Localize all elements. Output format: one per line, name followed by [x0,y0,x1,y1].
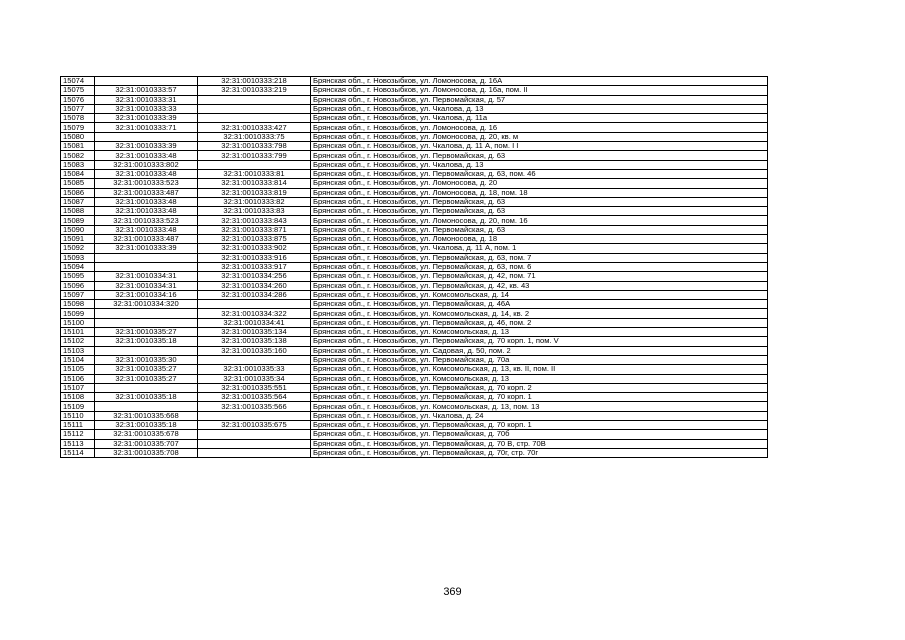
object-cadastral-number-cell: 32:31:0010334:286 [198,290,311,299]
row-number-cell: 15099 [61,309,95,318]
object-cadastral-number-cell: 32:31:0010335:134 [198,328,311,337]
table-row [61,114,768,123]
table-row [61,225,768,234]
row-number-cell: 15110 [61,411,95,420]
address-cell: Брянская обл., г. Новозыбков, ул. Первомайская, д. 42, кв. 43 [311,281,768,290]
object-cadastral-number-cell: 32:31:0010333:81 [198,169,311,178]
table-row [61,207,768,216]
row-number-cell: 15096 [61,281,95,290]
row-number-cell: 15100 [61,318,95,327]
address-cell: Брянская обл., г. Новозыбков, ул. Первомайская, д. 70 В, стр. 70В [311,439,768,448]
address-cell: Брянская обл., г. Новозыбков, ул. Комсомольская, д. 13, пом. 13 [311,402,768,411]
table-row [61,300,768,309]
row-number-cell: 15080 [61,132,95,141]
table-row [61,309,768,318]
table-row [61,281,768,290]
object-cadastral-number-cell: 32:31:0010333:83 [198,207,311,216]
row-number-cell: 15086 [61,188,95,197]
table-row [61,188,768,197]
address-cell: Брянская обл., г. Новозыбков, ул. Чкалова, д. 13 [311,160,768,169]
table-row [61,402,768,411]
row-number-cell: 15084 [61,169,95,178]
table-row [61,179,768,188]
table-row [61,104,768,113]
table-row [61,439,768,448]
object-cadastral-number-cell [198,411,311,420]
address-cell: Брянская обл., г. Новозыбков, ул. Первомайская, д. 63, пом. 7 [311,253,768,262]
address-cell: Брянская обл., г. Новозыбков, ул. Первомайская, д. 70 корп. 1 [311,420,768,429]
cadastral-number-cell: 32:31:0010335:707 [95,439,198,448]
table-row [61,272,768,281]
address-cell: Брянская обл., г. Новозыбков, ул. Комсомольская, д. 13 [311,328,768,337]
row-number-cell: 15075 [61,86,95,95]
object-cadastral-number-cell: 32:31:0010335:566 [198,402,311,411]
row-number-cell: 15113 [61,439,95,448]
object-cadastral-number-cell: 32:31:0010334:41 [198,318,311,327]
row-number-cell: 15112 [61,430,95,439]
table-row [61,318,768,327]
object-cadastral-number-cell [198,114,311,123]
address-cell: Брянская обл., г. Новозыбков, ул. Чкалова, д. 24 [311,411,768,420]
cadastral-number-cell: 32:31:0010335:30 [95,355,198,364]
cadastral-number-cell [95,318,198,327]
address-cell: Брянская обл., г. Новозыбков, ул. Ломоносова, д. 18 [311,235,768,244]
table-row [61,244,768,253]
object-cadastral-number-cell: 32:31:0010333:916 [198,253,311,262]
table-row [61,77,768,86]
row-number-cell: 15103 [61,346,95,355]
object-cadastral-number-cell: 32:31:0010334:322 [198,309,311,318]
cadastral-number-cell: 32:31:0010335:18 [95,420,198,429]
row-number-cell: 15094 [61,262,95,271]
table-row [61,123,768,132]
cadastral-number-cell [95,309,198,318]
address-cell: Брянская обл., г. Новозыбков, ул. Ломоносова, д. 16а, пом. II [311,86,768,95]
cadastral-number-cell [95,262,198,271]
object-cadastral-number-cell [198,439,311,448]
object-cadastral-number-cell: 32:31:0010333:218 [198,77,311,86]
object-cadastral-number-cell: 32:31:0010333:427 [198,123,311,132]
row-number-cell: 15108 [61,393,95,402]
cadastral-number-cell [95,346,198,355]
row-number-cell: 15095 [61,272,95,281]
cadastral-number-cell: 32:31:0010333:802 [95,160,198,169]
object-cadastral-number-cell: 32:31:0010335:160 [198,346,311,355]
object-cadastral-number-cell: 32:31:0010334:256 [198,272,311,281]
object-cadastral-number-cell: 32:31:0010333:875 [198,235,311,244]
row-number-cell: 15092 [61,244,95,253]
cadastral-number-cell: 32:31:0010333:523 [95,179,198,188]
table-row [61,235,768,244]
cadastral-number-cell: 32:31:0010333:48 [95,197,198,206]
table-row [61,411,768,420]
table-row [61,142,768,151]
table-row [61,132,768,141]
table-row [61,365,768,374]
address-cell: Брянская обл., г. Новозыбков, ул. Ломоносова, д. 16А [311,77,768,86]
table-row [61,374,768,383]
table-row [61,216,768,225]
row-number-cell: 15106 [61,374,95,383]
cadastral-number-cell: 32:31:0010333:39 [95,244,198,253]
row-number-cell: 15093 [61,253,95,262]
row-number-cell: 15104 [61,355,95,364]
cadastral-number-cell: 32:31:0010335:27 [95,365,198,374]
address-cell: Брянская обл., г. Новозыбков, ул. Первомайская, д. 42, пом. 71 [311,272,768,281]
cadastral-number-cell [95,132,198,141]
table-row [61,86,768,95]
row-number-cell: 15087 [61,197,95,206]
registry-table-body [61,77,768,458]
address-cell: Брянская обл., г. Новозыбков, ул. Чкалова, д. 13 [311,104,768,113]
object-cadastral-number-cell: 32:31:0010333:75 [198,132,311,141]
object-cadastral-number-cell: 32:31:0010333:219 [198,86,311,95]
table-row [61,355,768,364]
object-cadastral-number-cell [198,430,311,439]
address-cell: Брянская обл., г. Новозыбков, ул. Комсомольская, д. 14, кв. 2 [311,309,768,318]
object-cadastral-number-cell: 32:31:0010335:551 [198,383,311,392]
cadastral-number-cell: 32:31:0010335:27 [95,374,198,383]
row-number-cell: 15111 [61,420,95,429]
address-cell: Брянская обл., г. Новозыбков, ул. Ломоносова, д. 18, пом. 18 [311,188,768,197]
address-cell: Брянская обл., г. Новозыбков, ул. Комсомольская, д. 13, кв. II, пом. II [311,365,768,374]
row-number-cell: 15074 [61,77,95,86]
address-cell: Брянская обл., г. Новозыбков, ул. Первомайская, д. 70б [311,430,768,439]
cadastral-number-cell: 32:31:0010334:31 [95,281,198,290]
object-cadastral-number-cell [198,448,311,457]
row-number-cell: 15082 [61,151,95,160]
object-cadastral-number-cell: 32:31:0010335:138 [198,337,311,346]
row-number-cell: 15102 [61,337,95,346]
cadastral-number-cell [95,253,198,262]
cadastral-number-cell: 32:31:0010333:523 [95,216,198,225]
address-cell: Брянская обл., г. Новозыбков, ул. Первомайская, д. 46, пом. 2 [311,318,768,327]
object-cadastral-number-cell: 32:31:0010333:902 [198,244,311,253]
address-cell: Брянская обл., г. Новозыбков, ул. Чкалова, д. 11 А, пом. I I [311,142,768,151]
address-cell: Брянская обл., г. Новозыбков, ул. Ломоносова, д. 20, пом. 16 [311,216,768,225]
address-cell: Брянская обл., г. Новозыбков, ул. Первомайская, д. 63, пом. 46 [311,169,768,178]
cadastral-number-cell: 32:31:0010333:57 [95,86,198,95]
address-cell: Брянская обл., г. Новозыбков, ул. Ломоносова, д. 16 [311,123,768,132]
cadastral-number-cell [95,77,198,86]
cadastral-number-cell: 32:31:0010333:487 [95,235,198,244]
address-cell: Брянская обл., г. Новозыбков, ул. Первомайская, д. 63 [311,151,768,160]
table-row [61,290,768,299]
table-row [61,430,768,439]
address-cell: Брянская обл., г. Новозыбков, ул. Ломоносова, д. 20, кв. м [311,132,768,141]
table-row [61,393,768,402]
address-cell: Брянская обл., г. Новозыбков, ул. Первомайская, д. 70а [311,355,768,364]
table-row [61,262,768,271]
cadastral-number-cell: 32:31:0010335:708 [95,448,198,457]
address-cell: Брянская обл., г. Новозыбков, ул. Первомайская, д. 57 [311,95,768,104]
row-number-cell: 15081 [61,142,95,151]
cadastral-number-cell: 32:31:0010333:39 [95,114,198,123]
object-cadastral-number-cell: 32:31:0010334:260 [198,281,311,290]
table-row [61,151,768,160]
row-number-cell: 15079 [61,123,95,132]
cadastral-number-cell: 32:31:0010333:39 [95,142,198,151]
table-row [61,197,768,206]
object-cadastral-number-cell: 32:31:0010333:82 [198,197,311,206]
object-cadastral-number-cell: 32:31:0010335:675 [198,420,311,429]
row-number-cell: 15109 [61,402,95,411]
cadastral-number-cell: 32:31:0010333:71 [95,123,198,132]
address-cell: Брянская обл., г. Новозыбков, ул. Первомайская, д. 63 [311,225,768,234]
table-row [61,328,768,337]
object-cadastral-number-cell: 32:31:0010335:564 [198,393,311,402]
row-number-cell: 15105 [61,365,95,374]
cadastral-number-cell: 32:31:0010334:31 [95,272,198,281]
address-cell: Брянская обл., г. Новозыбков, ул. Комсомольская, д. 13 [311,374,768,383]
row-number-cell: 15089 [61,216,95,225]
object-cadastral-number-cell: 32:31:0010333:917 [198,262,311,271]
cadastral-number-cell: 32:31:0010333:48 [95,225,198,234]
row-number-cell: 15085 [61,179,95,188]
row-number-cell: 15098 [61,300,95,309]
address-cell: Брянская обл., г. Новозыбков, ул. Первомайская, д. 70 корп. 1, пом. V [311,337,768,346]
address-cell: Брянская обл., г. Новозыбков, ул. Первомайская, д. 63, пом. 6 [311,262,768,271]
cadastral-number-cell: 32:31:0010334:16 [95,290,198,299]
cadastral-number-cell: 32:31:0010333:48 [95,207,198,216]
object-cadastral-number-cell [198,104,311,113]
address-cell: Брянская обл., г. Новозыбков, ул. Чкалова, д. 11 А, пом. 1 [311,244,768,253]
cadastral-number-cell: 32:31:0010333:48 [95,151,198,160]
row-number-cell: 15114 [61,448,95,457]
address-cell: Брянская обл., г. Новозыбков, ул. Первомайская, д. 70 корп. 2 [311,383,768,392]
row-number-cell: 15091 [61,235,95,244]
cadastral-number-cell: 32:31:0010333:48 [95,169,198,178]
address-cell: Брянская обл., г. Новозыбков, ул. Ломоносова, д. 20 [311,179,768,188]
row-number-cell: 15078 [61,114,95,123]
row-number-cell: 15090 [61,225,95,234]
object-cadastral-number-cell: 32:31:0010333:819 [198,188,311,197]
row-number-cell: 15083 [61,160,95,169]
cadastral-number-cell: 32:31:0010335:18 [95,337,198,346]
cadastral-number-cell: 32:31:0010333:487 [95,188,198,197]
address-cell: Брянская обл., г. Новозыбков, ул. Комсомольская, д. 14 [311,290,768,299]
row-number-cell: 15101 [61,328,95,337]
address-cell: Брянская обл., г. Новозыбков, ул. Первомайская, д. 63 [311,197,768,206]
table-row [61,420,768,429]
object-cadastral-number-cell [198,300,311,309]
object-cadastral-number-cell [198,355,311,364]
object-cadastral-number-cell [198,95,311,104]
object-cadastral-number-cell: 32:31:0010333:799 [198,151,311,160]
cadastral-number-cell [95,402,198,411]
address-cell: Брянская обл., г. Новозыбков, ул. Первомайская, д. 70 корп. 1 [311,393,768,402]
object-cadastral-number-cell: 32:31:0010333:843 [198,216,311,225]
cadastral-number-cell: 32:31:0010335:668 [95,411,198,420]
cadastral-number-cell: 32:31:0010334:320 [95,300,198,309]
cadastral-number-cell: 32:31:0010335:27 [95,328,198,337]
cadastral-number-cell: 32:31:0010333:33 [95,104,198,113]
cadastral-number-cell: 32:31:0010335:18 [95,393,198,402]
registry-table [60,76,768,458]
table-row [61,253,768,262]
address-cell: Брянская обл., г. Новозыбков, ул. Садовая, д. 50, пом. 2 [311,346,768,355]
address-cell: Брянская обл., г. Новозыбков, ул. Первомайская, д. 70г, стр. 70г [311,448,768,457]
cadastral-number-cell: 32:31:0010335:678 [95,430,198,439]
table-row [61,160,768,169]
cadastral-number-cell [95,383,198,392]
table-row [61,383,768,392]
address-cell: Брянская обл., г. Новозыбков, ул. Первомайская, д. 63 [311,207,768,216]
object-cadastral-number-cell: 32:31:0010333:798 [198,142,311,151]
page-number: 369 [443,586,462,598]
object-cadastral-number-cell [198,160,311,169]
row-number-cell: 15077 [61,104,95,113]
object-cadastral-number-cell: 32:31:0010335:33 [198,365,311,374]
object-cadastral-number-cell: 32:31:0010333:871 [198,225,311,234]
cadastral-number-cell: 32:31:0010333:31 [95,95,198,104]
object-cadastral-number-cell: 32:31:0010333:814 [198,179,311,188]
row-number-cell: 15088 [61,207,95,216]
row-number-cell: 15076 [61,95,95,104]
table-row [61,169,768,178]
object-cadastral-number-cell: 32:31:0010335:34 [198,374,311,383]
row-number-cell: 15107 [61,383,95,392]
row-number-cell: 15097 [61,290,95,299]
address-cell: Брянская обл., г. Новозыбков, ул. Чкалова, д. 11а [311,114,768,123]
table-row [61,337,768,346]
address-cell: Брянская обл., г. Новозыбков, ул. Первомайская, д. 46А [311,300,768,309]
table-row [61,448,768,457]
table-row [61,95,768,104]
table-row [61,346,768,355]
